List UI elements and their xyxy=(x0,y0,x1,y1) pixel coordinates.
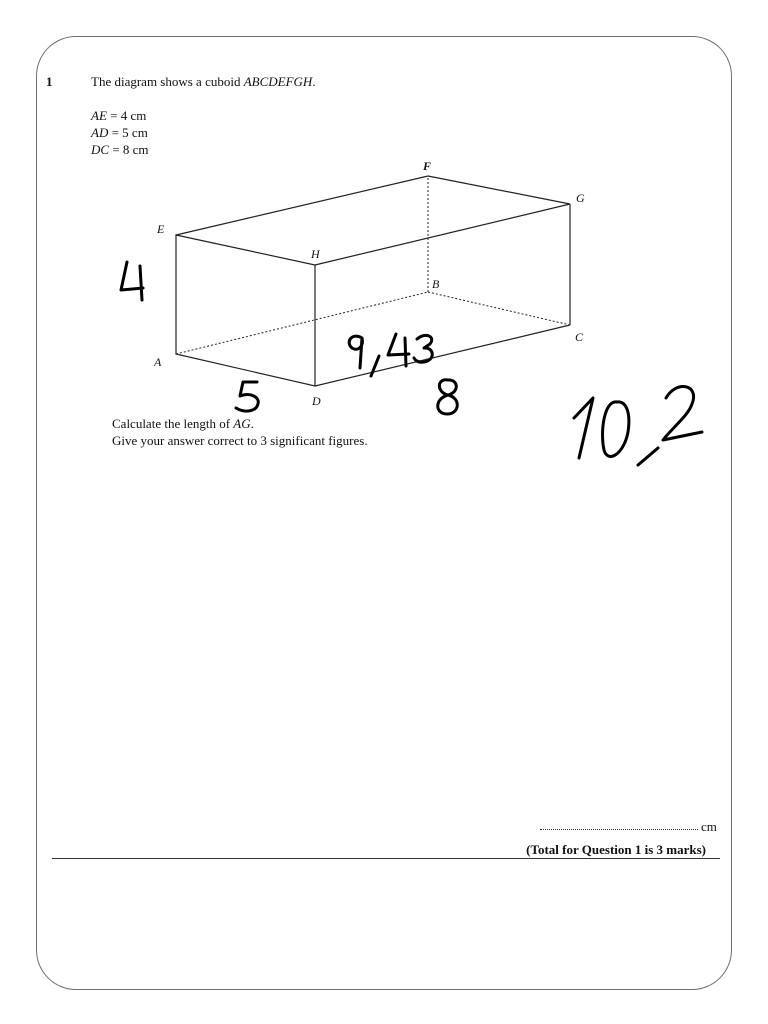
vertex-label-h: H xyxy=(311,247,320,261)
vertex-label-f: F xyxy=(423,159,432,173)
visible-edges xyxy=(176,176,570,386)
handwritten-9-43 xyxy=(349,334,432,376)
answer-unit: cm xyxy=(701,819,717,834)
face-front xyxy=(176,235,315,386)
handwritten-8 xyxy=(438,380,458,414)
edge-fg xyxy=(428,176,570,204)
edge-dc xyxy=(315,325,570,386)
edge-ef xyxy=(176,176,428,235)
instruction-calculate: Calculate the length of AG. xyxy=(112,416,254,431)
shape-name: ABCDEFGH xyxy=(243,74,313,89)
given-ad: AD = 5 cm xyxy=(91,125,148,140)
vertex-label-a: A xyxy=(154,355,162,369)
given-dc: DC = 8 cm xyxy=(91,142,149,157)
instruction-sig-figs: Give your answer correct to 3 significant figures. xyxy=(112,433,368,448)
question-instructions xyxy=(112,415,368,449)
vertex-label-c: C xyxy=(575,330,584,344)
vertex-label-e: E xyxy=(157,222,165,236)
question-number: 1 xyxy=(46,74,53,89)
handwritten-10-2 xyxy=(574,387,702,465)
edge-bc xyxy=(428,292,570,325)
answer-line[interactable] xyxy=(540,829,698,830)
vertex-label-g: G xyxy=(576,191,585,205)
vertex-label-b: B xyxy=(432,277,440,291)
given-ae: AE = 4 cm xyxy=(91,108,147,123)
total-marks: (Total for Question 1 is 3 marks) xyxy=(526,842,706,857)
edge-ab xyxy=(176,292,428,354)
intro-text: The diagram shows a cuboid xyxy=(91,74,244,89)
bottom-divider xyxy=(52,858,720,859)
vertex-label-d: D xyxy=(312,394,321,408)
handwritten-5 xyxy=(236,382,258,411)
intro-end: . xyxy=(312,74,316,89)
edge-hg xyxy=(315,204,570,265)
hidden-edges xyxy=(176,176,570,354)
handwritten-4 xyxy=(121,262,143,300)
